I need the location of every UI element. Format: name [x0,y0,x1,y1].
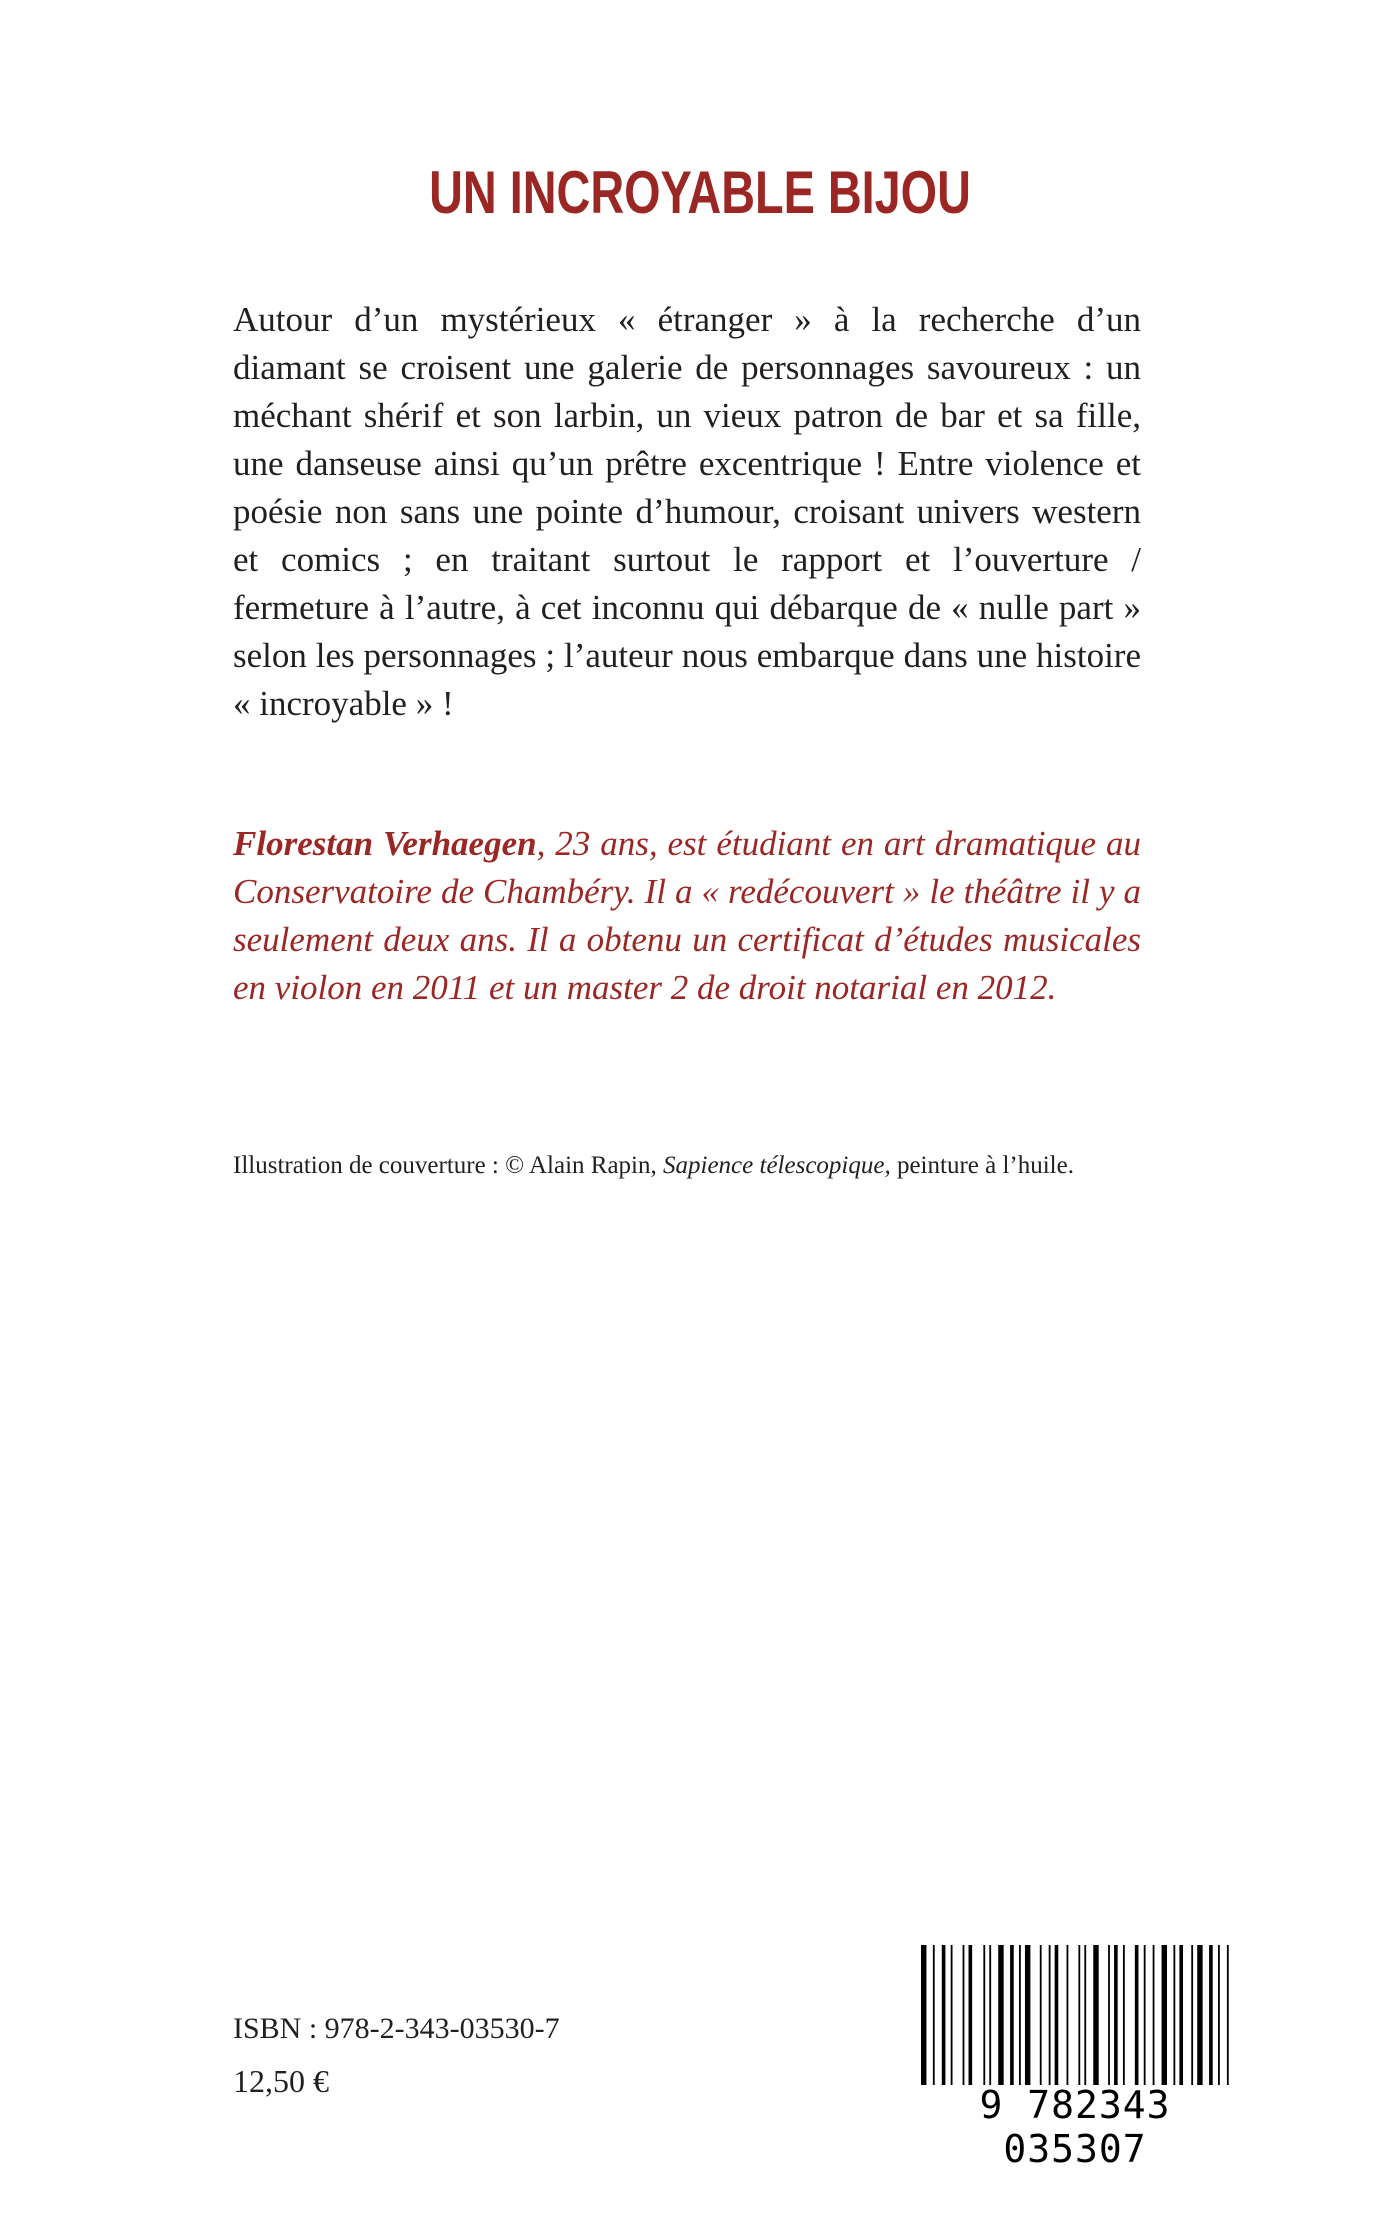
barcode-bar [1040,1945,1042,2085]
barcode-bar [1108,1945,1110,2085]
barcode-bar [1055,1945,1059,2085]
barcode-bar [1025,1945,1030,2085]
credit-prefix: Illustration de couverture : © Alain Rapin, [233,1152,664,1179]
barcode-bar [921,1945,926,2085]
barcode-bar [1114,1945,1118,2085]
barcode-bar [1093,1945,1098,2085]
barcode-bar [942,1945,946,2085]
barcode-bar [963,1945,965,2085]
price: 12,50 € [233,2063,329,2099]
barcode-bar [1162,1945,1167,2085]
isbn: ISBN : 978-2-343-03530-7 [233,2012,560,2045]
barcode-bar [1218,1945,1220,2085]
barcode-digits: 9 782343 035307 [979,2083,1171,2171]
illustration-credit [233,1147,1141,1184]
barcode-bar [1084,1945,1086,2085]
barcode-bar [998,1945,1003,2085]
barcode-bar [951,1945,953,2085]
barcode-bar [1135,1945,1139,2085]
barcode-bar [969,1945,973,2085]
barcode-bar [1153,1945,1155,2085]
barcode-bar [1019,1945,1021,2085]
barcode-bar [1179,1945,1183,2085]
barcode-bar [1227,1945,1229,2085]
credit-suffix: peinture à l’huile. [890,1152,1074,1179]
barcode-bar [1144,1945,1146,2085]
barcode-bar [983,1945,985,2085]
barcode-bar [1209,1945,1213,2085]
barcode-bar [1049,1945,1051,2085]
book-title: UN INCROYABLE BIJOU [429,159,971,226]
barcode-bar [1197,1945,1202,2085]
author-name: Florestan Verhaegen [233,824,537,863]
barcode-bars [915,1945,1235,2085]
barcode-bar [1191,1945,1193,2085]
book-summary: Autour d’un mystérieux « étranger » à la recherche d’un diamant se croisent une galerie de personnages savoureux : un méchant shérif et son larbin, un vieux patron de bar et sa fille, une danseuse ainsi qu’un prêtre excentrique ! Entre violence et poésie non sans une pointe d’humour, croisant univers western et comics ; en traitant surtout le rapport et l’ouverture / fermeture à l’autre, à cet inconnu qui débarque de « nulle part » selon les personnages ; l’auteur nous embarque dans une histoire « incroyable » ! [233,300,1141,723]
barcode-bar [933,1945,935,2085]
barcode-bar [1010,1945,1014,2085]
barcode-bar [1067,1945,1069,2085]
barcode-bar [1078,1945,1080,2085]
barcode-bar [1173,1945,1175,2085]
barcode-bar [1123,1945,1125,2085]
author-bio [233,820,1141,1012]
credit-work-title: Sapience télescopique, [663,1152,891,1179]
barcode-bar [989,1945,991,2085]
barcode [915,1945,1235,2171]
author-bio-text: , 23 ans, est étudiant en art dramatique au Conservatoire de Chambéry. Il a « redécouvert » le théâtre il y a seulement deux ans. Il a obtenu un certificat d’études musicales en violon en 2011 et un master 2 de droit notarial en 2012. [233,824,1142,1007]
